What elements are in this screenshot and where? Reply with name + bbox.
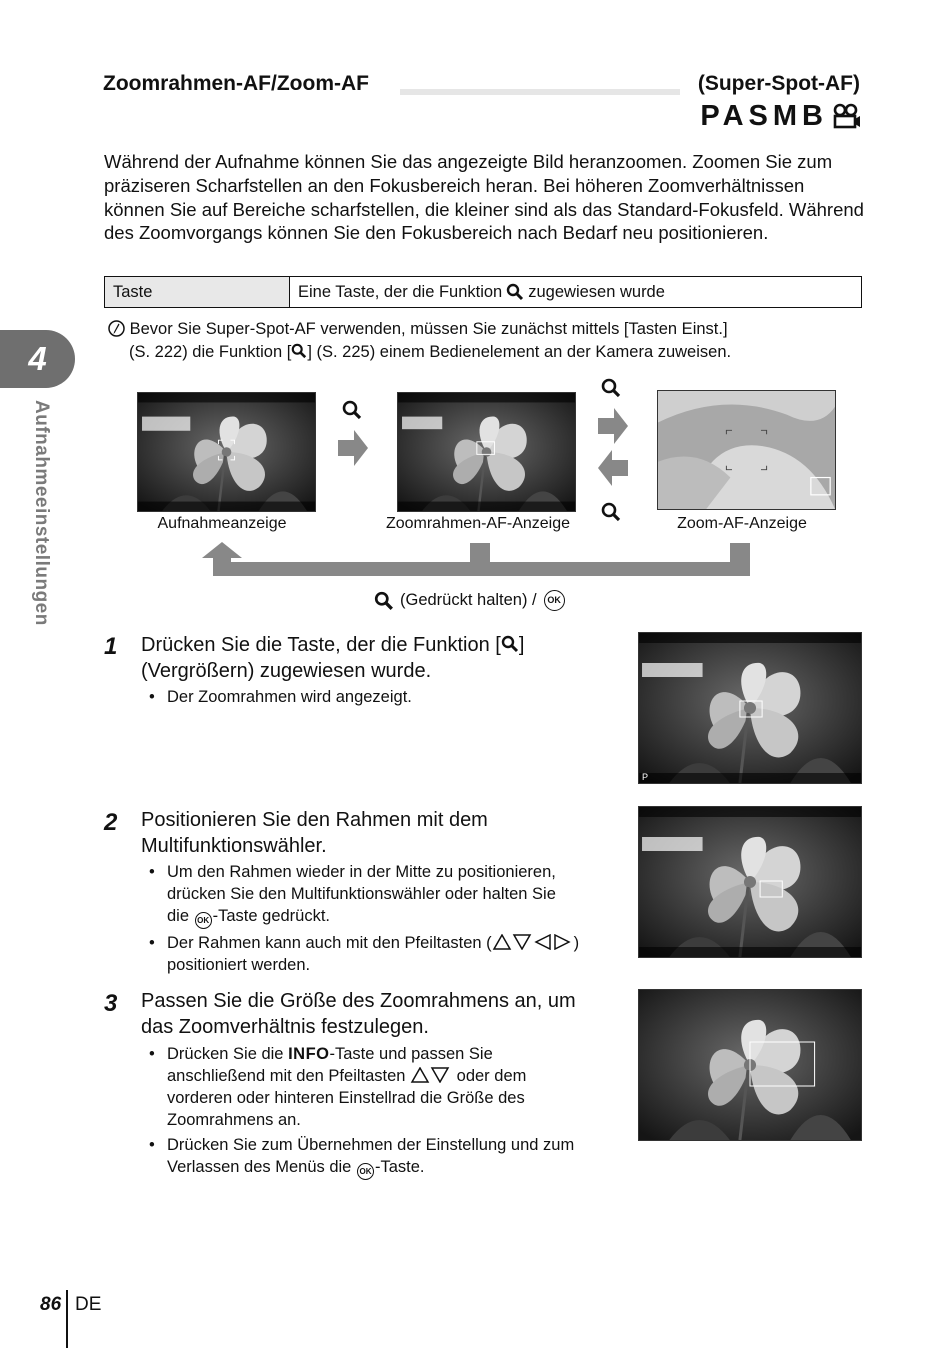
shooting-modes [700,100,862,133]
screen-step-3 [638,989,862,1141]
footer-divider [66,1290,68,1348]
title-underline [400,89,680,95]
magnifier-icon [291,343,307,359]
note-icon [108,320,125,337]
step-bullets [141,686,611,708]
chapter-tab: 4 [0,330,75,388]
caption-zoom-af: Zoom-AF-Anzeige [677,515,807,532]
arrow-keys-icon [492,934,574,950]
screen-step-2 [638,806,862,958]
bottom-label: (Gedrückt halten) / OK [374,590,566,611]
screen-mode: P [642,772,649,782]
caption-shooting: Aufnahmeanzeige [157,515,287,532]
step-bullets [141,861,631,976]
chapter-label: Aufnahmeeinstellungen [31,400,52,626]
section-subtitle: (Super-Spot-AF) [697,72,860,95]
list-item: • Der Rahmen kann auch mit den Pfeiltasten ( ) positioniert werden. [141,932,631,976]
ok-button-icon: OK [544,590,565,611]
zoom-in-arrow [336,398,370,470]
ok-button-icon: OK [357,1163,374,1180]
step-number: 2 [104,809,118,836]
movie-camera-icon [832,103,862,131]
list-item: • Drücken Sie zum Übernehmen der Einstellung und zum Verlassen des Menüs die OK -Taste. [141,1134,631,1180]
page-number: 86 [40,1294,62,1315]
magnifier-icon [603,380,619,396]
key-table [104,276,862,308]
step-title: Drücken Sie die Taste, der die Funktion [ ] (Vergrößern) zugewiesen wurde. [141,634,525,682]
screen-zoom-af [657,390,836,510]
list-item: • Drücken Sie die INFO-Taste und passen Sie anschließend mit den Pfeiltasten oder dem vorderen oder hinteren Einstellrad die Größe des Zoomrahmens an. [141,1043,631,1131]
step-number: 3 [104,990,118,1017]
screen-shooting [137,392,316,512]
magnifier-icon [501,635,519,653]
section-title: Zoomrahmen-AF/Zoom-AF [103,72,369,95]
caption-zoom-frame: Zoomrahmen-AF-Anzeige [385,515,571,532]
ok-button-icon: OK [195,912,212,929]
modes-text: PASMB [700,100,828,132]
note-block: Bevor Sie Super-Spot-AF verwenden, müssen Sie zunächst mittels [Tasten Einst.] (S. 222) die Funktion [ ] (S. 225) einem Bedienelement an der Kamera zuweisen. [108,318,848,364]
step-title: Passen Sie die Größe des Zoomrahmens an, um das Zoomverhältnis festzulegen. [141,990,576,1038]
step-bullets [141,1043,631,1180]
key-table-value: Eine Taste, der die Funktion zugewiesen wurde [298,282,665,301]
intro-paragraph: Während der Aufnahme können Sie das angezeigte Bild heranzoomen. Zoomen Sie zum präziseren Scharfstellen an den Fokusbereich heran. Bei höheren Zoomverhältnissen können Sie auf Bereiche scharfstellen, die kleiner sind als das Standard-Fokusfeld. Während des Zoomvorgangs können Sie den Fokusbereich nach Bedarf neu positionieren. [104,151,864,244]
step-title: Positionieren Sie den Rahmen mit dem Multifunktionswähler. [141,809,488,857]
magnifier-icon [344,402,360,418]
list-item: • Um den Rahmen wieder in der Mitte zu positionieren, drücken Sie den Multifunktionswähler oder halten Sie die OK -Taste gedrückt. [141,861,631,929]
language-code: DE [75,1294,102,1315]
magnifier-icon [374,591,394,611]
screen-zoom-frame [397,392,576,512]
key-table-label: Taste [105,277,290,307]
arrow-up-down-icon [410,1067,452,1083]
step-number: 1 [104,633,118,660]
list-item: • Der Zoomrahmen wird angezeigt. [141,686,611,708]
zoom-arrows [596,376,630,526]
magnifier-icon [506,283,524,301]
screen-step-1 [638,632,862,784]
return-arrow [200,540,760,580]
magnifier-icon [603,504,619,520]
